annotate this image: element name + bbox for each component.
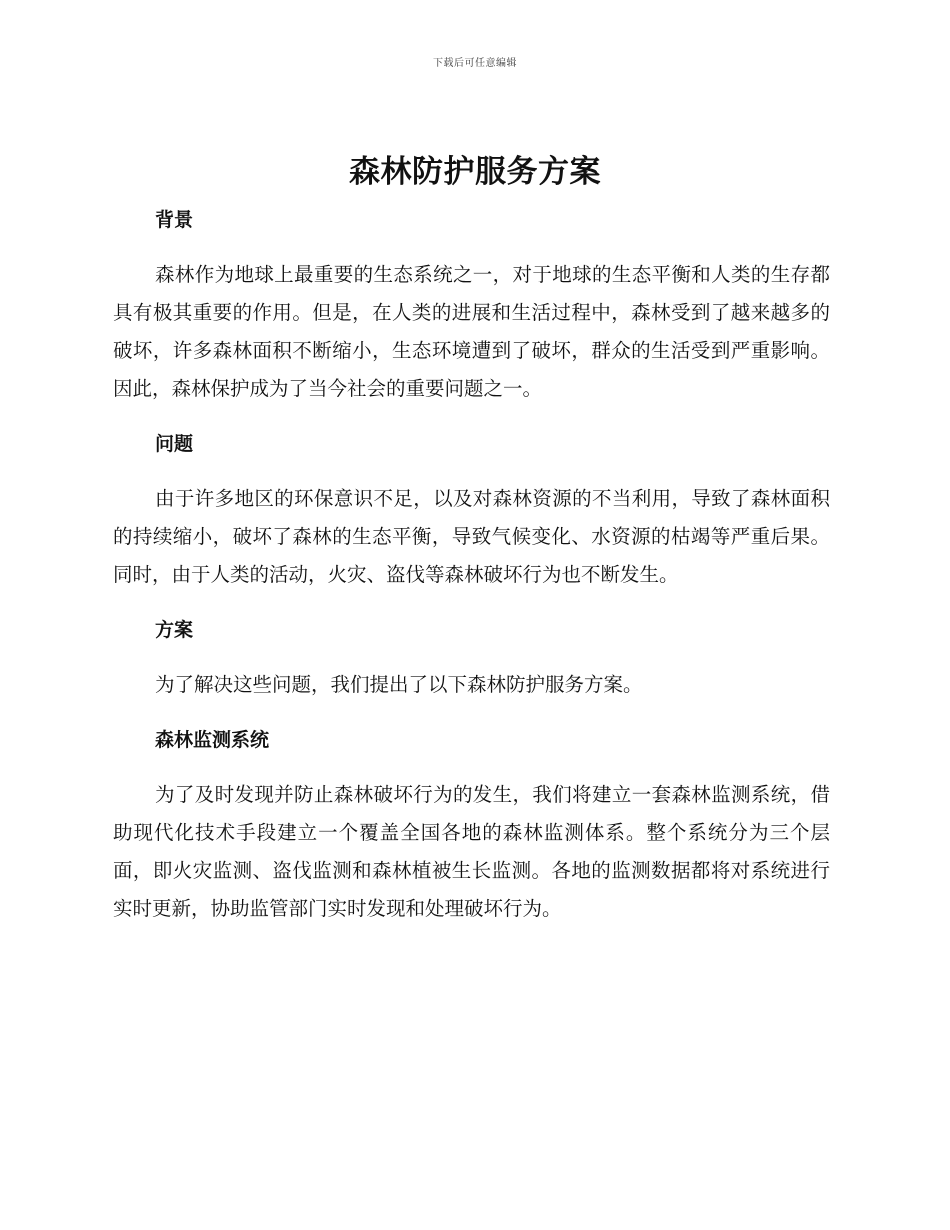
section-problem (113, 426, 830, 612)
section-paragraph: 由于许多地区的环保意识不足，以及对森林资源的不当利用，导致了森林面积的持续缩小，破坏了森林的生态平衡，导致气候变化、水资源的枯竭等严重后果。同时，由于人类的活动，火灾、盗伐等森林破坏行为也不断发生。 (113, 487, 830, 586)
section-heading: 森林监测系统 (155, 729, 270, 751)
document-title: 森林防护服务方案 (349, 154, 601, 190)
document-body (113, 202, 830, 928)
section-monitoring-system (113, 722, 830, 928)
section-plan (113, 612, 830, 722)
section-paragraph: 森林作为地球上最重要的生态系统之一，对于地球的生态平衡和人类的生存都具有极其重要的作用。但是，在人类的进展和生活过程中，森林受到了越来越多的破坏，许多森林面积不断缩小，生态环境遭到了破坏，群众的生活受到严重影响。因此，森林保护成为了当今社会的重要问题之一。 (113, 263, 830, 400)
section-heading: 问题 (155, 433, 194, 455)
section-background (113, 202, 830, 426)
section-paragraph: 为了解决这些问题，我们提出了以下森林防护服务方案。 (155, 673, 643, 696)
section-heading: 方案 (155, 619, 194, 641)
header-note: 下载后可任意编辑 (433, 58, 517, 69)
section-paragraph: 为了及时发现并防止森林破坏行为的发生，我们将建立一套森林监测系统，借助现代化技术手段建立一个覆盖全国各地的森林监测体系。整个系统分为三个层面，即火灾监测、盗伐监测和森林植被生长监测。各地的监测数据都将对系统进行实时更新，协助监管部门实时发现和处理破坏行为。 (113, 783, 830, 920)
section-heading: 背景 (155, 209, 194, 231)
